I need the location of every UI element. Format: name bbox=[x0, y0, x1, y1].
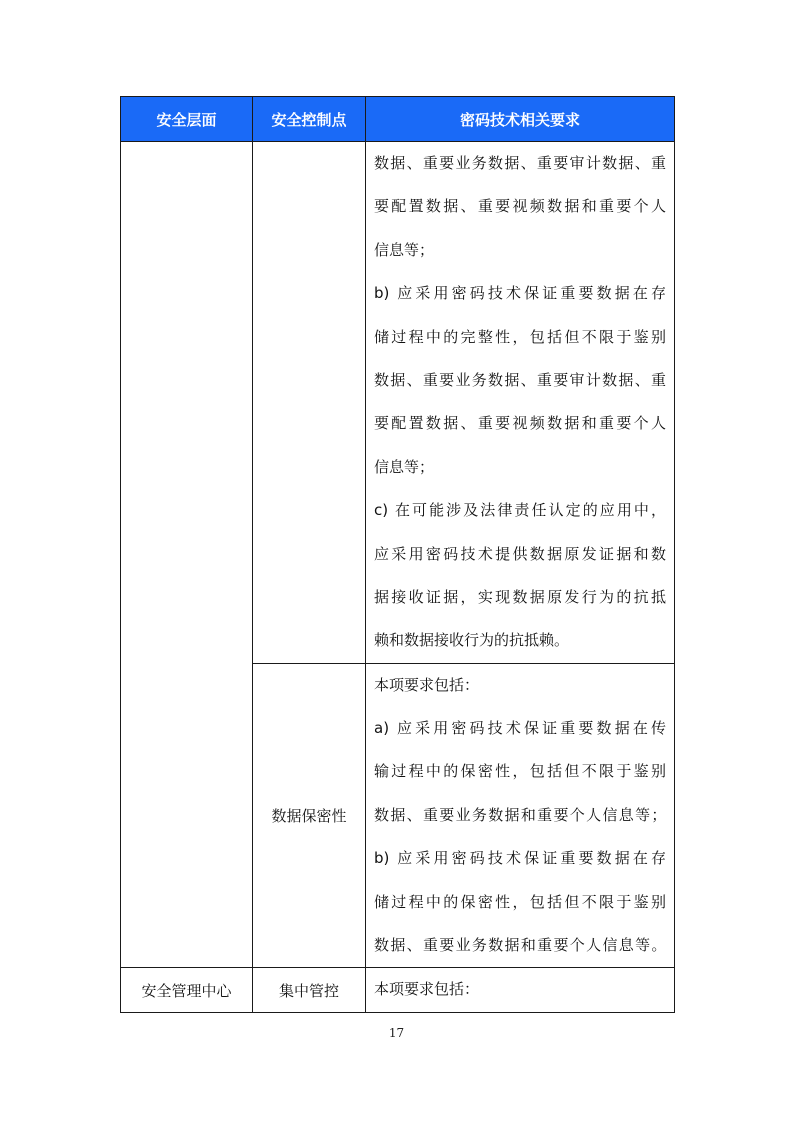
requirement-line: 储过程中的保密性，包括但不限于鉴别 bbox=[374, 892, 666, 911]
table-header-row bbox=[121, 97, 675, 142]
page-number: 17 bbox=[388, 1026, 405, 1040]
requirement-line: c) 在可能涉及法律责任认定的应用中， bbox=[374, 501, 666, 520]
header-crypto-requirements: 密码技术相关要求 bbox=[366, 97, 675, 142]
requirement-line: 数据、重要业务数据、重要审计数据、重 bbox=[374, 154, 666, 172]
requirement-line: a) 应采用密码技术保证重要数据在传 bbox=[374, 719, 666, 738]
requirement-line: 赖和数据接收行为的抗抵赖。 bbox=[374, 631, 570, 650]
requirement-line: b) 应采用密码技术保证重要数据在存 bbox=[374, 284, 666, 303]
cell-requirements-confidentiality bbox=[366, 663, 675, 968]
requirement-line: 要配置数据、重要视频数据和重要个人 bbox=[374, 414, 666, 433]
cell-layer-management-center: 安全管理中心 bbox=[121, 968, 253, 1012]
requirement-line: 数据、重要业务数据、重要审计数据、重 bbox=[374, 370, 666, 389]
requirement-line: 信息等； bbox=[374, 240, 435, 259]
requirement-line: 储过程中的完整性，包括但不限于鉴别 bbox=[374, 327, 666, 346]
requirement-line: b) 应采用密码技术保证重要数据在存 bbox=[374, 849, 666, 868]
header-control-point: 安全控制点 bbox=[253, 97, 366, 142]
requirement-line: 要配置数据、重要视频数据和重要个人 bbox=[374, 197, 666, 216]
header-security-layer: 安全层面 bbox=[121, 97, 253, 142]
requirement-line: 数据、重要业务数据和重要个人信息等。 bbox=[374, 936, 666, 955]
requirement-line: 本项要求包括： bbox=[374, 980, 480, 999]
requirement-line: 本项要求包括： bbox=[374, 675, 480, 694]
cell-requirements-centralized bbox=[366, 968, 675, 1012]
cell-control-point-confidentiality: 数据保密性 bbox=[253, 663, 366, 968]
cell-control-point-continued bbox=[253, 142, 366, 664]
table-row-integrity-continued bbox=[121, 142, 675, 664]
requirements-table bbox=[120, 96, 675, 1013]
cell-requirements-integrity bbox=[366, 142, 675, 664]
requirement-line: 应采用密码技术提供数据原发证据和数 bbox=[374, 544, 666, 563]
cell-layer-continued bbox=[121, 142, 253, 968]
requirement-line: 数据、重要业务数据和重要个人信息等； bbox=[374, 805, 666, 824]
table-row-centralized-control bbox=[121, 968, 675, 1012]
cell-control-point-centralized: 集中管控 bbox=[253, 968, 366, 1012]
requirement-line: 信息等； bbox=[374, 457, 435, 476]
requirement-line: 据接收证据，实现数据原发行为的抗抵 bbox=[374, 587, 666, 606]
requirement-line: 输过程中的保密性，包括但不限于鉴别 bbox=[374, 762, 666, 781]
